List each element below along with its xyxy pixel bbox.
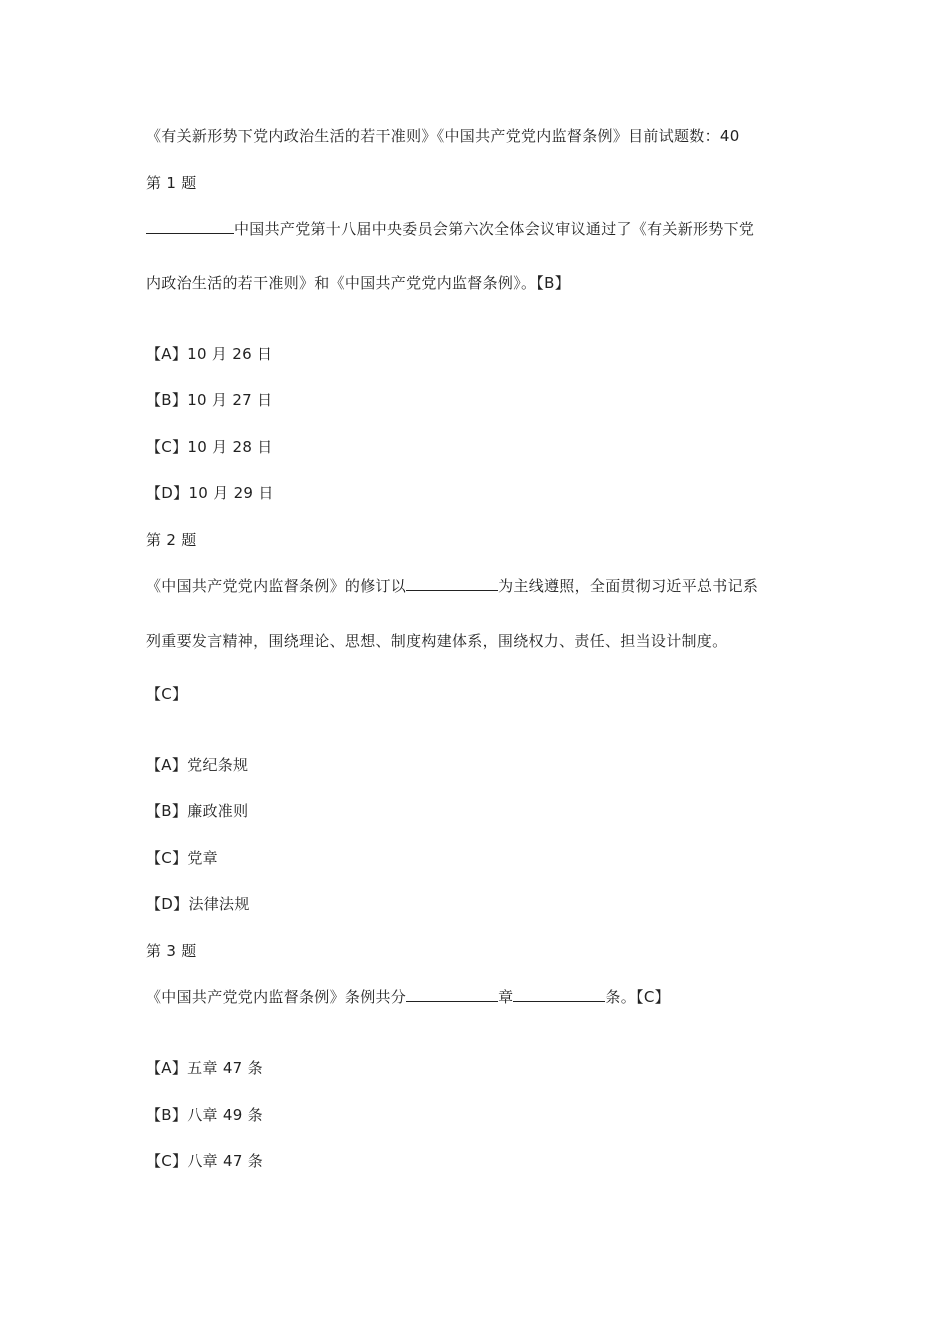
question-2-option-d: 【D】法律法规	[146, 895, 250, 913]
answer-blank	[513, 986, 605, 1002]
question-2-option-b: 【B】廉政准则	[146, 802, 249, 820]
question-2-option-a: 【A】党纪条规	[146, 756, 249, 774]
question-2-number: 第 2 题	[146, 531, 197, 549]
question-3-stem	[146, 986, 670, 1008]
answer-blank	[406, 575, 498, 591]
question-2-stem-line1	[146, 575, 758, 597]
question-1-option-b: 【B】10 月 27 日	[146, 391, 273, 409]
question-2-stem-text-before: 《中国共产党党内监督条例》的修订以	[146, 577, 407, 595]
question-3-option-a: 【A】五章 47 条	[146, 1059, 263, 1077]
answer-blank	[146, 218, 234, 234]
question-1-stem-line1	[146, 218, 754, 240]
question-1-option-d: 【D】10 月 29 日	[146, 484, 274, 502]
question-1-option-a: 【A】10 月 26 日	[146, 345, 273, 363]
question-3-stem-text-between: 章	[498, 988, 514, 1006]
question-3-stem-text-before: 《中国共产党党内监督条例》条例共分	[146, 988, 407, 1006]
question-3-option-c: 【C】八章 47 条	[146, 1152, 264, 1170]
question-1-option-c: 【C】10 月 28 日	[146, 438, 273, 456]
question-3-stem-text-after: 条。【C】	[605, 988, 670, 1006]
question-1-stem-line2: 内政治生活的若干准则》和《中国共产党党内监督条例》。【B】	[146, 274, 570, 292]
question-1-stem-text: 中国共产党第十八届中央委员会第六次全体会议审议通过了《有关新形势下党	[234, 220, 755, 238]
question-3-number: 第 3 题	[146, 942, 197, 960]
question-2-answer: 【C】	[146, 685, 188, 703]
document-header: 《有关新形势下党内政治生活的若干准则》《中国共产党党内监督条例》目前试题数：40	[146, 127, 740, 145]
question-2-stem-line2: 列重要发言精神，围绕理论、思想、制度构建体系，围绕权力、责任、担当设计制度。	[146, 632, 728, 650]
answer-blank	[406, 986, 498, 1002]
question-3-option-b: 【B】八章 49 条	[146, 1106, 263, 1124]
question-1-number: 第 1 题	[146, 174, 197, 192]
question-2-option-c: 【C】党章	[146, 849, 218, 867]
question-2-stem-text-after: 为主线遵照，全面贯彻习近平总书记系	[498, 577, 759, 595]
